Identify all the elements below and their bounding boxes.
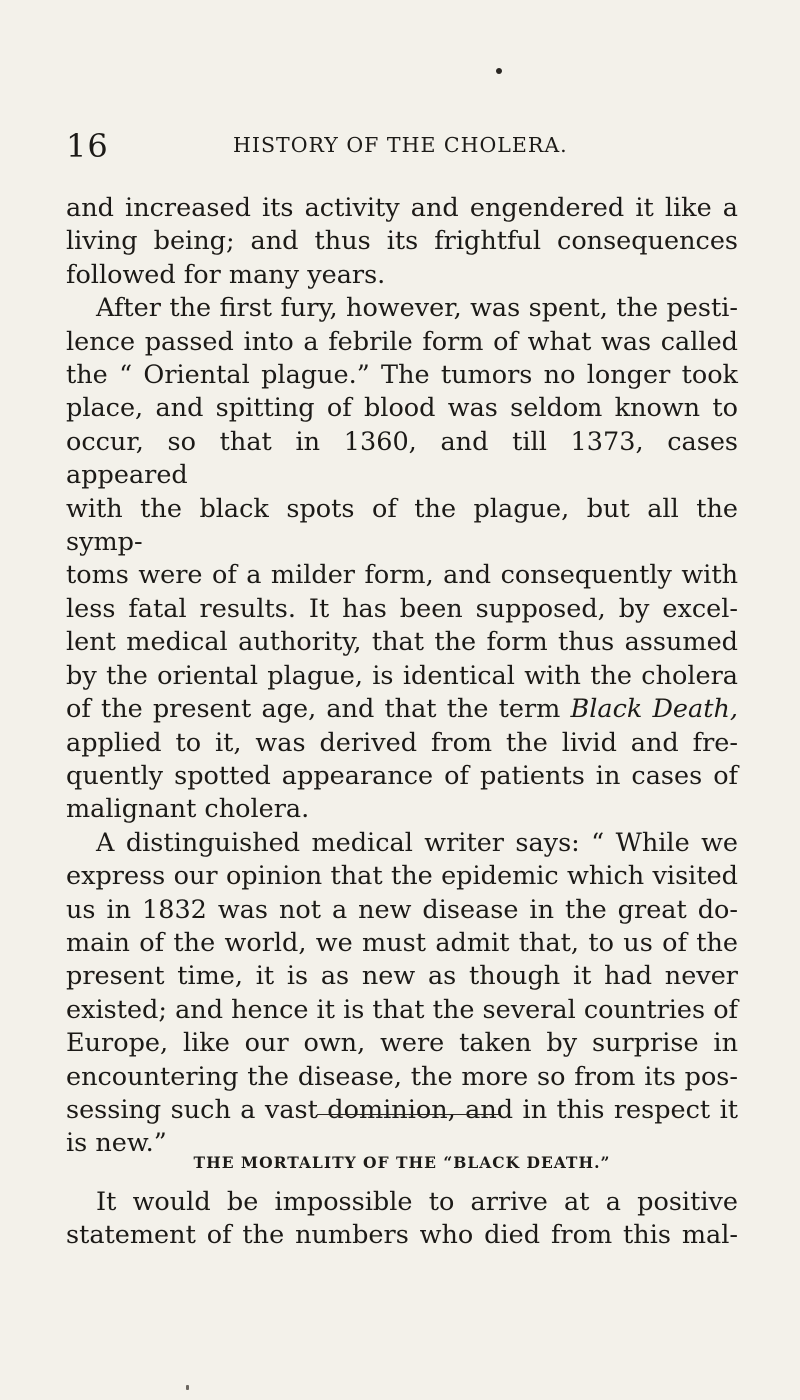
text-line: living being; and thus its frightful consequences [66,226,738,257]
text-segment: of the present age, and that the term [66,694,571,725]
text-line: express our opinion that the epidemic which visited [66,861,738,892]
text-line: A distinguished medical writer says: “ While we [96,827,738,858]
text-line: less fatal results. It has been supposed, by excel- [66,593,738,624]
text-line: It would be impossible to arrive at a positive [96,1187,738,1217]
text-line: us in 1832 was not a new disease in the great do- [66,894,738,925]
text-line: malignant cholera. [66,794,310,825]
text-line: Europe, like our own, were taken by surprise in [66,1028,738,1059]
ink-speck [186,1385,189,1390]
text-line: and increased its activity and engendered it like a [66,193,738,223]
text-line: place, and spitting of blood was seldom known to [66,393,738,424]
text-line: encountering the disease, the more so from its pos- [66,1061,738,1092]
text-line: the “ Oriental plague.” The tumors no longer took [66,360,738,391]
text-line: occur, so that in 1360, and till 1373, cases appeared [66,426,738,491]
text-line: existed; and hence it is that the several countries of [66,994,738,1025]
text-line: present time, it is as new as though it had never [66,961,738,992]
text-line: After the first fury, however, was spent, the pesti- [96,293,738,324]
text-line: statement of the numbers who died from this mal- [66,1220,738,1251]
text-line: applied to it, was derived from the livid and fre- [66,727,738,758]
text-line: quently spotted appearance of patients in cases of [66,760,738,791]
section-text [66,1186,738,1253]
ink-dot [496,68,502,74]
section-divider [317,1114,499,1115]
main-text [66,192,738,1161]
text-line: with the black spots of the plague, but all the symp- [66,493,738,558]
text-line: sessing such a vast dominion, and in this respect it [66,1094,738,1125]
italic-term: Black Death, [570,694,738,725]
section-heading: THE MORTALITY OF THE “BLACK DEATH.” [193,1153,611,1172]
text-line: toms were of a milder form, and consequently with [66,560,738,591]
running-head: HISTORY OF THE CHOLERA. [233,133,568,157]
text-line: lent medical authority, that the form thus assumed [66,627,738,658]
text-line: followed for many years. [66,259,386,290]
text-line-with-italic [66,693,738,726]
text-line: lence passed into a febrile form of what was called [66,326,738,357]
text-line: main of the world, we must admit that, to us of the [66,927,738,958]
text-line: is new.” [66,1128,167,1159]
page-number: 16 [66,127,109,165]
text-line: by the oriental plague, is identical with the cholera [66,660,738,691]
